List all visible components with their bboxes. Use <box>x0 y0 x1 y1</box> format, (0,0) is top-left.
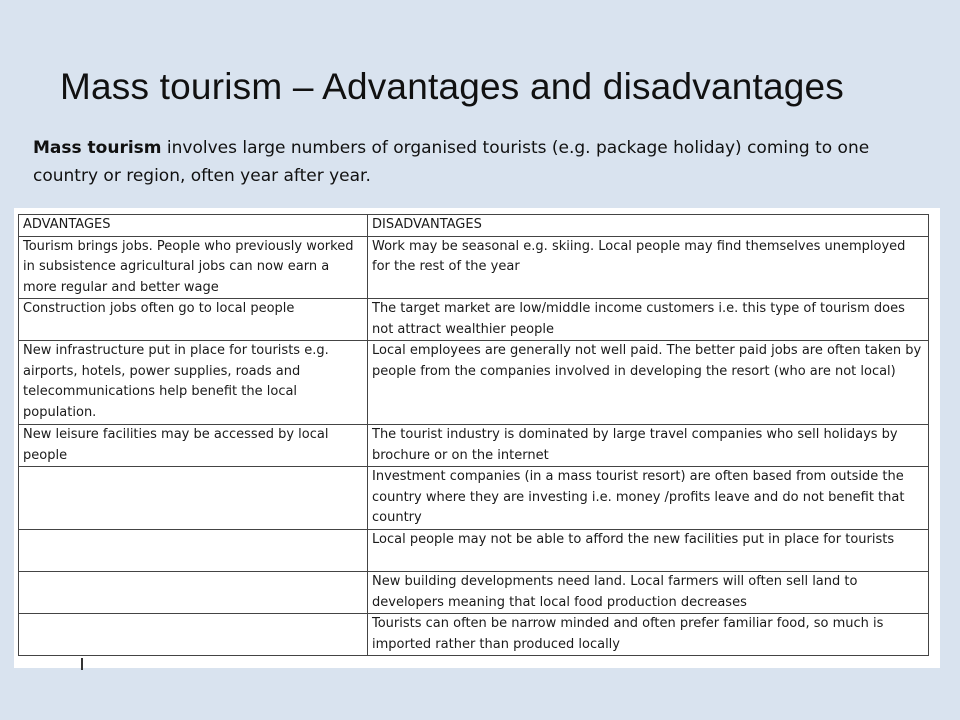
disadvantage-cell: Work may be seasonal e.g. skiing. Local people may find themselves unemployed for the rest of the year <box>368 236 929 299</box>
advantage-cell <box>19 530 368 572</box>
disadvantage-cell: Tourists can often be narrow minded and often prefer familiar food, so much is imported rather than produced locally <box>368 614 929 656</box>
advantage-cell <box>19 572 368 614</box>
cursor-mark <box>81 658 83 670</box>
table-row <box>19 467 929 530</box>
disadvantage-cell: New building developments need land. Local farmers will often sell land to developers meaning that local food production decreases <box>368 572 929 614</box>
intro-text: involves large numbers of organised tourists (e.g. package holiday) coming to one country or region, often year after year. <box>33 138 870 186</box>
table-row <box>19 572 929 614</box>
table-row <box>19 299 929 341</box>
header-disadvantages: DISADVANTAGES <box>368 215 929 237</box>
advantage-cell <box>19 467 368 530</box>
advantages-disadvantages-table <box>18 214 929 656</box>
advantage-cell <box>19 614 368 656</box>
table-row <box>19 530 929 572</box>
table-header-row <box>19 215 929 237</box>
advantage-cell: Construction jobs often go to local people <box>19 299 368 341</box>
header-advantages: ADVANTAGES <box>19 215 368 237</box>
table-row <box>19 236 929 299</box>
disadvantage-cell: Local people may not be able to afford the new facilities put in place for tourists <box>368 530 929 572</box>
disadvantage-cell: Local employees are generally not well paid. The better paid jobs are often taken by people from the companies involved in developing the resort (who are not local) <box>368 341 929 425</box>
advantage-cell: New leisure facilities may be accessed by local people <box>19 425 368 467</box>
table-row <box>19 614 929 656</box>
table-row <box>19 341 929 425</box>
intro-paragraph <box>33 134 938 190</box>
advantage-cell: New infrastructure put in place for tourists e.g. airports, hotels, power supplies, roads and telecommunications help benefit the local population. <box>19 341 368 425</box>
disadvantage-cell: The tourist industry is dominated by large travel companies who sell holidays by brochure or on the internet <box>368 425 929 467</box>
disadvantage-cell: The target market are low/middle income customers i.e. this type of tourism does not attract wealthier people <box>368 299 929 341</box>
advantage-cell: Tourism brings jobs. People who previously worked in subsistence agricultural jobs can now earn a more regular and better wage <box>19 236 368 299</box>
table-panel <box>14 208 940 668</box>
intro-term: Mass tourism <box>33 138 162 158</box>
slide-title: Mass tourism – Advantages and disadvantages <box>60 66 845 107</box>
table-row <box>19 425 929 467</box>
disadvantage-cell: Investment companies (in a mass tourist resort) are often based from outside the country where they are investing i.e. money /profits leave and do not benefit that country <box>368 467 929 530</box>
